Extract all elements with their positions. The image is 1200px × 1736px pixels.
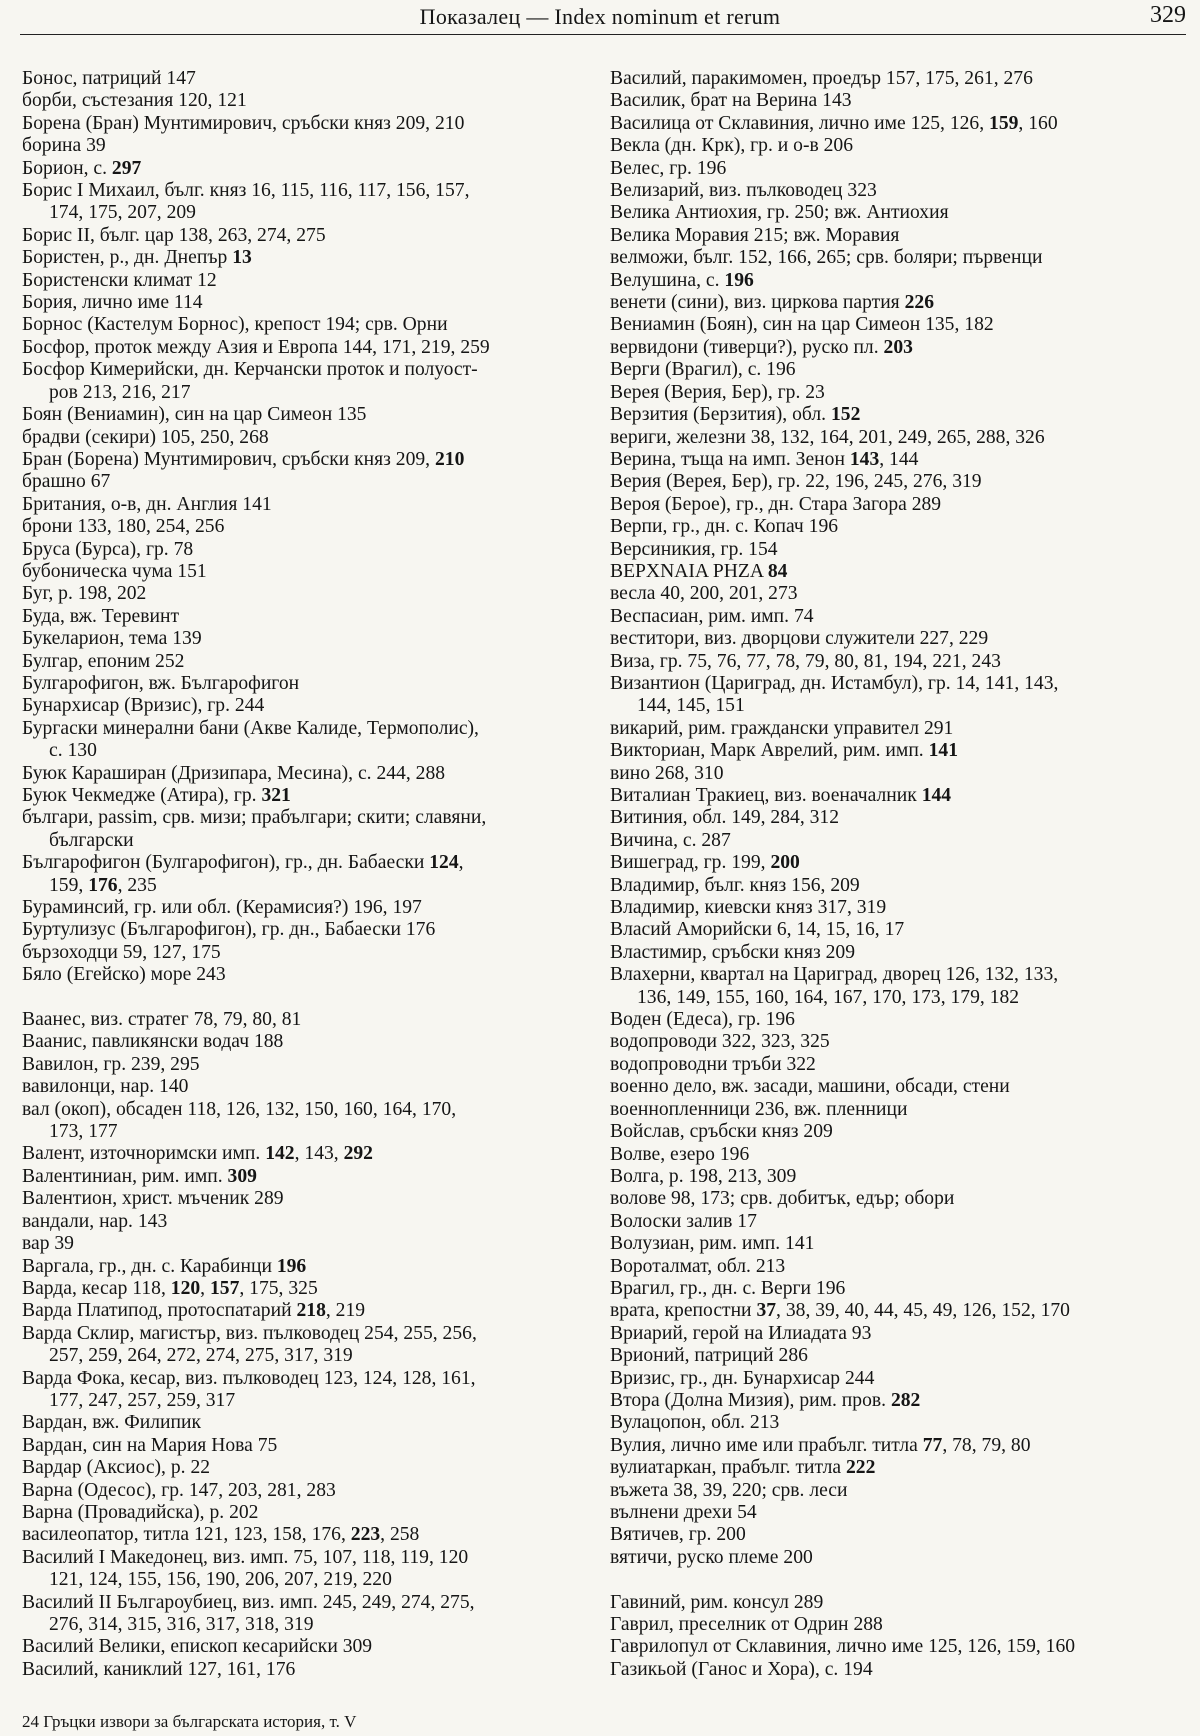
index-entry: Верея (Верия, Бер), гр. 23 <box>610 381 825 403</box>
header-rule <box>20 34 1186 35</box>
index-entry: Верзития (Берзития), обл. 152 <box>610 404 861 426</box>
index-entry: Волга, р. 198, 213, 309 <box>610 1165 797 1187</box>
section-gap <box>22 987 587 1009</box>
bold-page-ref: 84 <box>767 560 788 582</box>
bold-page-ref: 309 <box>227 1165 257 1187</box>
index-entry: Вятичев, гр. 200 <box>610 1524 746 1546</box>
index-entry: Букеларион, тема 139 <box>22 628 202 650</box>
bold-page-ref: 218 <box>296 1300 326 1322</box>
bold-page-ref: 321 <box>261 785 291 806</box>
index-entry: Буртулизус (Българофигон), гр. дн., Бабаески 176 <box>22 919 436 941</box>
index-entry: Бяло (Егейско) море 243 <box>22 964 226 986</box>
index-entry: вавилонци, нар. 140 <box>22 1076 189 1098</box>
index-entry: Бористенски климат 12 <box>22 269 217 291</box>
index-entry: вервидони (тиверци?), руско пл. 203 <box>610 336 913 358</box>
index-entry: Василий Велики, епископ кесарийски 309 <box>22 1636 373 1658</box>
index-entry: вълнени дрехи 54 <box>610 1502 757 1523</box>
bold-page-ref: 159 <box>989 112 1019 134</box>
bold-page-ref: 157 <box>209 1277 240 1299</box>
index-entry-continuation: 121, 124, 155, 156, 190, 206, 207, 219, 220 <box>49 1569 392 1591</box>
index-entry: Втора (Долна Мизия), рим. пров. 282 <box>610 1389 921 1411</box>
index-entry: Вриарий, герой на Илиадата 93 <box>610 1322 872 1344</box>
bold-page-ref: 144 <box>921 785 952 806</box>
index-entry: Борион, с. 297 <box>22 157 142 179</box>
index-entry: Борнос (Кастелум Борнос), крепост 194; срв. Орни <box>22 314 448 336</box>
index-entry: вандали, нар. 143 <box>22 1210 168 1232</box>
index-entry: Бураминсий, гр. или обл. (Керамисия?) 196, 197 <box>22 897 422 919</box>
index-entry: вулиатаркан, прабълг. титла 222 <box>610 1457 876 1479</box>
bold-page-ref: 141 <box>928 740 958 762</box>
index-entry: Варна (Провадийска), р. 202 <box>22 1501 259 1523</box>
index-entry: Василий I Македонец, виз. имп. 75, 107, 118, 119, 120 <box>22 1546 469 1568</box>
index-entry: Велика Антиохия, гр. 250; вж. Антиохия <box>610 202 949 224</box>
index-entry: Верпи, гр., дн. с. Копач 196 <box>610 516 839 538</box>
index-entry: Вулия, лично име или прабълг. титла 77, 78, 79, 80 <box>610 1434 1031 1456</box>
index-entry-continuation: ров 213, 216, 217 <box>49 381 191 403</box>
index-entry: Византион (Цариград, дн. Истамбул), гр. 14, 141, 143, <box>610 672 1059 694</box>
index-entry: Валентион, христ. мъченик 289 <box>22 1188 284 1210</box>
index-entry: Ваанес, виз. стратег 78, 79, 80, 81 <box>22 1009 302 1031</box>
index-entry: Гаврилопул от Склавиния, лично име 125, 126, 159, 160 <box>610 1636 1076 1658</box>
index-entry: Вероя (Бероe), гр., дн. Стара Загора 289 <box>610 493 942 515</box>
index-entry-continuation: 173, 177 <box>49 1121 118 1143</box>
index-entry: военнопленници 236, вж. пленници <box>610 1098 908 1120</box>
index-entry: Бруса (Бурса), гр. 78 <box>22 538 194 560</box>
index-entry: Варда Фока, кесар, виз. пълководец 123, 124, 128, 161, <box>22 1367 476 1389</box>
index-entry: Властимир, сръбски княз 209 <box>610 941 856 963</box>
index-entry: Василий, каниклий 127, 161, 176 <box>22 1658 296 1680</box>
index-entry: Вишеград, гр. 199, 200 <box>610 852 800 874</box>
index-entry: водопроводи 322, 323, 325 <box>610 1031 830 1053</box>
bold-page-ref: 143 <box>849 448 880 470</box>
index-entry: Бонос, патриций 147 <box>22 68 196 89</box>
index-entry: Гаврил, преселник от Одрин 288 <box>610 1614 883 1636</box>
index-entry: Виза, гр. 75, 76, 77, 78, 79, 80, 81, 194, 221, 243 <box>610 650 1001 672</box>
index-entry: Вичина, с. 287 <box>610 829 731 851</box>
index-entry-continuation: 159, 176, 235 <box>49 874 157 896</box>
index-entry: ΒΕΡΧΝΑΙΑ ΡΗΖΑ 84 <box>610 560 788 582</box>
index-entry: Бористен, р., дн. Днепър 13 <box>22 247 252 269</box>
index-entry: Босфор, проток между Азия и Европа 144, 171, 219, 259 <box>22 336 490 358</box>
bold-page-ref: 120 <box>170 1277 201 1299</box>
index-entry: вериги, железни 38, 132, 164, 201, 249, 265, 288, 326 <box>610 426 1045 448</box>
index-entry: Вардар (Аксиос), р. 22 <box>22 1457 211 1479</box>
index-entry: Варда Склир, магистър, виз. пълководец 254, 255, 256, <box>22 1322 477 1344</box>
index-entry: Вавилон, гр. 239, 295 <box>22 1053 200 1075</box>
index-entry: Валентиниан, рим. имп. 309 <box>22 1165 257 1187</box>
index-entry: Бран (Борена) Мунтимирович, сръбски княз 209, 210 <box>22 448 465 470</box>
index-entry: военно дело, вж. засади, машини, обсади, стени <box>610 1076 1010 1098</box>
bold-page-ref: 200 <box>770 852 800 874</box>
index-entry: Войслав, сръбски княз 209 <box>610 1121 833 1143</box>
index-entry: Газикьой (Ганос и Хора), с. 194 <box>610 1658 873 1680</box>
index-column-right <box>610 68 1194 1681</box>
index-entry: борина 39 <box>22 135 106 157</box>
section-gap <box>610 1569 1194 1591</box>
bold-page-ref: 226 <box>904 292 934 314</box>
index-entry: Вороталмат, обл. 213 <box>610 1255 786 1277</box>
index-entry: Власий Аморийски 6, 14, 15, 16, 17 <box>610 919 905 941</box>
index-entry: брони 133, 180, 254, 256 <box>22 516 225 538</box>
index-entry: Ваанис, павликянски водач 188 <box>22 1031 284 1053</box>
index-entry: Варгала, гр., дн. с. Карабинци 196 <box>22 1255 307 1277</box>
bold-page-ref: 152 <box>830 404 861 426</box>
index-entry: Буюк Караширан (Дризипара, Месина), с. 244, 288 <box>22 762 446 784</box>
bold-page-ref: 196 <box>724 269 754 291</box>
index-entry: Бунархисар (Вризис), гр. 244 <box>22 695 265 717</box>
index-entry: Велизарий, виз. пълководец 323 <box>610 180 877 202</box>
index-entry: Босфор Кимерийски, дн. Керчански проток и полуост- <box>22 359 478 381</box>
index-column-left <box>22 68 587 1681</box>
bold-page-ref: 196 <box>276 1255 307 1277</box>
index-entry: Гавиний, рим. консул 289 <box>610 1591 824 1613</box>
index-entry: Василий, паракимомен, проедър 157, 175, 261, 276 <box>610 68 1033 89</box>
index-entry: Буда, вж. Теревинт <box>22 605 180 627</box>
index-entry: Велес, гр. 196 <box>610 157 727 179</box>
index-entry: Воден (Едеса), гр. 196 <box>610 1009 795 1031</box>
index-entry: брашно 67 <box>22 471 111 493</box>
index-entry: венети (сини), виз. циркова партия 226 <box>610 292 934 314</box>
index-entry: Верина, тъща на имп. Зенон 143, 144 <box>610 448 919 470</box>
index-entry-continuation: 144, 145, 151 <box>637 695 745 717</box>
index-entry: борби, състезания 120, 121 <box>22 90 247 112</box>
footer-signature: 24 Гръцки извори за българската история, т. V <box>22 1712 357 1731</box>
index-entry: Велушина, с. 196 <box>610 269 754 291</box>
index-entry: водопроводни тръби 322 <box>610 1053 816 1075</box>
index-entry-continuation: с. 130 <box>49 740 97 762</box>
index-entry-continuation: 136, 149, 155, 160, 164, 167, 170, 173, 179, 182 <box>637 986 1020 1008</box>
index-entry: Вардан, вж. Филипик <box>22 1412 201 1434</box>
index-entry: вино 268, 310 <box>610 762 724 784</box>
index-entry: Борена (Бран) Мунтимирович, сръбски княз 209, 210 <box>22 112 465 134</box>
index-entry: Виталиан Тракиец, виз. военачалник 144 <box>610 785 952 806</box>
index-entry: Версиникия, гр. 154 <box>610 538 778 560</box>
index-entry: весла 40, 200, 201, 273 <box>610 583 798 605</box>
index-entry: въжета 38, 39, 220; срв. леси <box>610 1479 848 1501</box>
index-entry: бързоходци 59, 127, 175 <box>22 941 221 963</box>
index-entry: бубоническа чума 151 <box>22 560 207 582</box>
index-entry: Волоски залив 17 <box>610 1210 757 1232</box>
index-entry: Верги (Врагил), с. 196 <box>610 359 796 381</box>
index-entry: Боян (Вениамин), син на цар Симеон 135 <box>22 404 367 426</box>
index-entry: Бургаски минерални бани (Акве Калиде, Термополис), <box>22 717 479 739</box>
index-entry-continuation: 174, 175, 207, 209 <box>49 202 196 224</box>
bold-page-ref: 222 <box>845 1457 876 1479</box>
index-entry: Вардан, син на Мария Нова 75 <box>22 1434 278 1456</box>
index-entry: брадви (секири) 105, 250, 268 <box>22 426 269 448</box>
index-entry: Василица от Склавиния, лично име 125, 126, 159, 160 <box>610 112 1058 134</box>
bold-page-ref: 124 <box>429 852 459 874</box>
index-entry: Волузиан, рим. имп. 141 <box>610 1233 815 1255</box>
index-entry: Влахерни, квартал на Цариград, дворец 126, 132, 133, <box>610 964 1059 986</box>
index-entry: Варна (Одесос), гр. 147, 203, 281, 283 <box>22 1479 336 1501</box>
bold-page-ref: 13 <box>232 247 252 269</box>
index-entry-continuation: 276, 314, 315, 316, 317, 318, 319 <box>49 1614 314 1636</box>
running-header <box>0 0 1200 34</box>
index-entry: Варда Платипод, протоспатарий 218, 219 <box>22 1300 366 1322</box>
bold-page-ref: 282 <box>890 1389 921 1411</box>
index-entry: василеопатор, титла 121, 123, 158, 176, 223, 258 <box>22 1524 420 1546</box>
index-entry: вал (окоп), обсаден 118, 126, 132, 150, 160, 164, 170, <box>22 1098 457 1120</box>
index-entry: волове 98, 173; срв. добитък, едър; обори <box>610 1188 955 1210</box>
index-entry-continuation: български <box>49 829 134 851</box>
index-entry-continuation: 177, 247, 257, 259, 317 <box>49 1389 236 1411</box>
index-entry: Владимир, бълг. княз 156, 209 <box>610 874 860 896</box>
index-entry: Британия, о-в, дн. Англия 141 <box>22 493 272 515</box>
index-entry: Борис II, бълг. цар 138, 263, 274, 275 <box>22 224 326 246</box>
index-entry: Вулацопон, обл. 213 <box>610 1412 780 1434</box>
page-number: 329 <box>1150 2 1186 28</box>
bold-page-ref: 292 <box>343 1143 373 1165</box>
index-entry: Велика Моравия 215; вж. Моравия <box>610 224 900 246</box>
index-entry: Борис I Михаил, бълг. княз 16, 115, 116, 117, 156, 157, <box>22 180 470 202</box>
bold-page-ref: 176 <box>88 874 118 896</box>
index-entry: Бория, лично име 114 <box>22 292 203 314</box>
index-entry: Веспасиан, рим. имп. 74 <box>610 605 814 627</box>
bold-page-ref: 142 <box>265 1143 295 1165</box>
index-entry: Владимир, киевски княз 317, 319 <box>610 897 887 919</box>
bold-page-ref: 77 <box>922 1434 943 1456</box>
index-entry: врата, крепостни 37, 38, 39, 40, 44, 45, 49, 126, 152, 170 <box>610 1300 1070 1322</box>
index-entry: велможи, бълг. 152, 166, 265; срв. боляри; първенци <box>610 247 1043 269</box>
index-entry: вар 39 <box>22 1233 74 1255</box>
index-entry: Василий II Българоубиец, виз. имп. 245, 249, 274, 275, <box>22 1591 475 1613</box>
index-entry: веститори, виз. дворцови служители 227, 229 <box>610 628 989 650</box>
index-entry-continuation: 257, 259, 264, 272, 274, 275, 317, 319 <box>49 1345 353 1367</box>
index-entry: викарий, рим. граждански управител 291 <box>610 717 954 739</box>
index-entry: Вениамин (Боян), син на цар Симеон 135, 182 <box>610 314 994 336</box>
index-entry: Верия (Верея, Бер), гр. 22, 196, 245, 276, 319 <box>610 471 982 493</box>
index-entry: Врионий, патриций 286 <box>610 1345 808 1367</box>
index-entry: Булгар, епоним 252 <box>22 650 185 672</box>
index-entry: Василик, брат на Верина 143 <box>610 90 852 112</box>
index-entry: Волве, езеро 196 <box>610 1143 750 1165</box>
index-entry: Викториан, Марк Аврелий, рим. имп. 141 <box>610 740 958 762</box>
bold-page-ref: 210 <box>434 448 465 470</box>
index-entry: Българофигон (Булгарофигон), гр., дн. Бабаески 124, <box>22 852 464 874</box>
index-entry: Буюк Чекмедже (Атира), гр. 321 <box>22 785 291 806</box>
index-entry: Буг, р. 198, 202 <box>22 583 147 605</box>
index-entry: Векла (дн. Крк), гр. и о-в 206 <box>610 135 854 157</box>
bold-page-ref: 37 <box>756 1300 777 1322</box>
index-entry: Врагил, гр., дн. с. Верги 196 <box>610 1277 846 1299</box>
running-title: Показалец — Index nominum et rerum <box>419 4 781 29</box>
index-entry: вятичи, руско племе 200 <box>610 1546 813 1568</box>
index-entry: Витиния, обл. 149, 284, 312 <box>610 807 840 829</box>
bold-page-ref: 297 <box>111 157 142 179</box>
bold-page-ref: 223 <box>350 1524 381 1546</box>
index-entry: Валент, източноримски имп. 142, 143, 292 <box>22 1143 373 1165</box>
index-entry: Булгарофигон, вж. Българофигон <box>22 672 300 694</box>
index-entry: Варда, кесар 118, 120, 157, 175, 325 <box>22 1277 318 1299</box>
index-entry: българи, passim, срв. мизи; прабългари; скити; славяни, <box>22 807 487 829</box>
index-entry: Вризис, гр., дн. Бунархисар 244 <box>610 1367 875 1389</box>
bold-page-ref: 203 <box>883 336 913 358</box>
